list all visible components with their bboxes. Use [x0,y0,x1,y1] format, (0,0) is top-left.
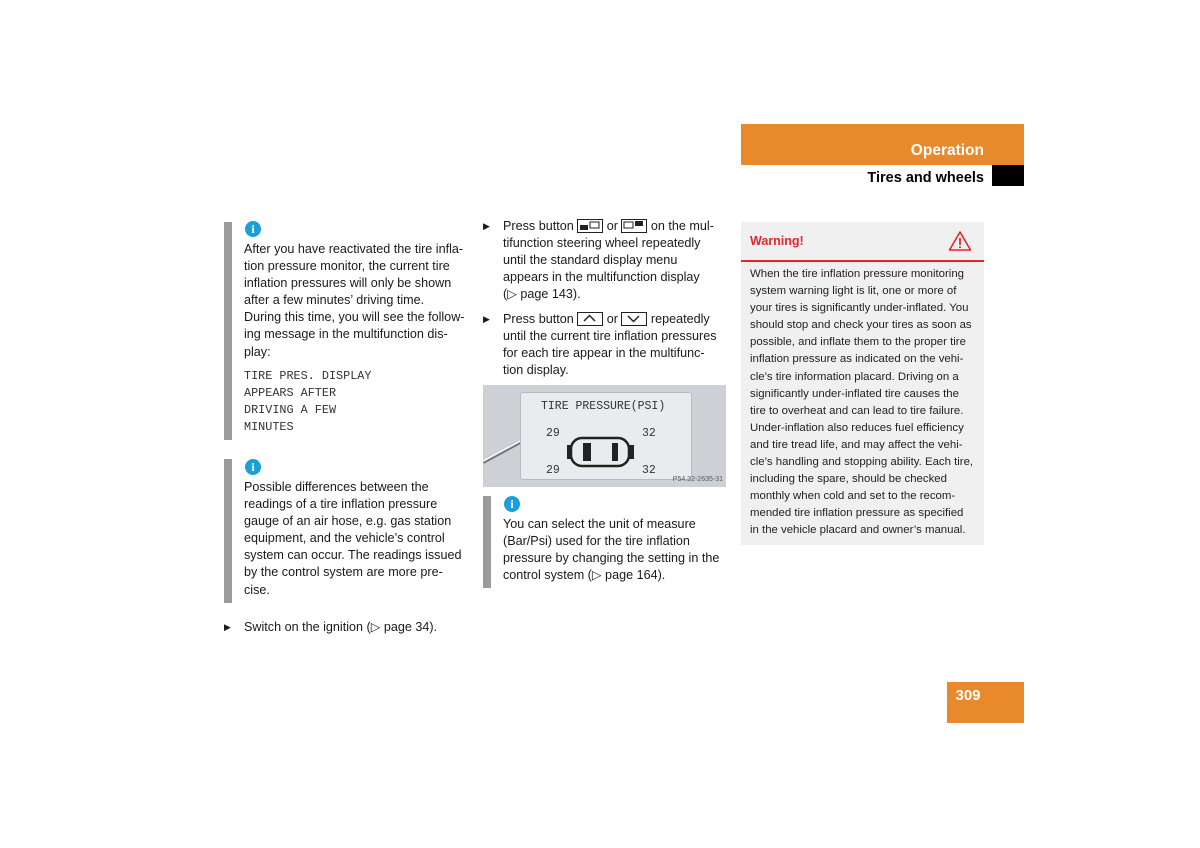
text-line: significantly under-inflated tire causes the [750,387,959,400]
step-press-display-button [503,218,733,303]
text-line: possible, and inflate them to the proper tire [750,336,966,349]
rear-left-pressure: 29 [546,464,560,477]
bullet-arrow-icon: ▶ [224,622,231,632]
text-fragment: or [606,312,618,326]
display-down-button-icon [621,219,647,233]
text-line: after a few minutes’ driving time. [244,293,425,308]
text-line: When the tire inflation pressure monitoring [750,268,964,280]
text-fragment: on the mul- [650,219,714,233]
text-line: inflation pressure as indicated on the vehi- [750,353,964,366]
text-line: Possible differences between the [244,480,429,494]
info-bar [483,496,491,588]
info-icon: i [504,496,520,512]
text-line: (▷ page 143). [503,287,581,302]
message-line: DRIVING A FEW [244,403,337,418]
multifunction-display-screen [520,392,692,480]
text-line: Under-inflation also reduces fuel efficiency [750,421,964,434]
page-number: 309 [955,687,981,704]
header-marker [992,165,1024,186]
text-line: gauge of an air hose, e.g. gas station [244,514,452,529]
warning-label: Warning! [750,234,804,248]
text-line: including the spare, should be checked [750,473,947,486]
display-title: TIRE PRESSURE(PSI) [541,400,666,413]
text-line [503,311,733,328]
text-line: tion display. [503,363,569,378]
info-icon: i [245,459,261,475]
arrow-up-button-icon [577,312,603,326]
text-line: ing message in the multifunction dis- [244,327,448,342]
text-line: monthly when cold and set to the recom- [750,490,956,503]
info-bar [224,459,232,603]
message-line: TIRE PRES. DISPLAY [244,369,372,383]
info-note-units [503,516,733,584]
rear-right-pressure: 32 [642,464,656,477]
text-line: cise. [244,582,270,597]
text-line: and tire tread life, and may affect the vehi- [750,438,963,451]
subsection-title: Tires and wheels [867,170,984,186]
warning-triangle-icon [948,230,972,252]
text-line: inflation pressures will only be shown [244,276,452,291]
text-line: You can select the unit of measure [503,517,696,531]
text-line: After you have reactivated the tire infla- [244,242,464,256]
info-note-differences [244,479,474,599]
text-line: tire to overheat and can lead to tire failure. [750,404,964,417]
text-line: appears in the multifunction display [503,270,700,285]
text-line: system warning light is lit, one or more of [750,285,957,298]
text-line: should stop and check your tires as soon as [750,319,972,332]
car-top-view-icon [566,435,636,471]
text-line: for each tire appear in the multifunc- [503,346,705,361]
text-line: tion pressure monitor, the current tire [244,259,450,274]
front-left-pressure: 29 [546,427,560,440]
text-line: tifunction steering wheel repeatedly [503,236,701,251]
text-line: mended tire inflation pressure as specified [750,507,964,520]
info-note-reactivation [244,241,474,361]
text-line: equipment, and the vehicle’s control [244,531,445,546]
text-line: (Bar/Psi) used for the tire inflation [503,534,690,549]
bullet-arrow-icon: ▶ [483,314,490,324]
info-icon: i [245,221,261,237]
info-bar [224,222,232,440]
text-line: During this time, you will see the follow- [244,310,465,325]
text-line: readings of a tire inflation pressure [244,497,438,512]
text-fragment: Press button [503,219,574,233]
warning-text [750,266,978,540]
arrow-down-button-icon [621,312,647,326]
section-title: Operation [910,142,984,159]
warning-header [741,222,984,260]
text-line: until the current tire inflation pressures [503,329,717,344]
warning-divider [741,260,984,262]
text-line: cle’s tire information placard. Driving on a [750,370,959,383]
display-message [244,368,371,436]
text-line: by the control system are more pre- [244,565,443,580]
message-line: APPEARS AFTER [244,386,337,401]
front-right-pressure: 32 [642,427,656,440]
text-line [503,218,733,235]
text-line: system can occur. The readings issued [244,548,462,563]
text-fragment: Press button [503,312,574,326]
text-line: in the vehicle placard and owner’s manual. [750,524,966,537]
page-number-tab [947,682,1024,723]
bullet-arrow-icon: ▶ [483,221,490,231]
warning-box [741,222,984,545]
text-line: until the standard display menu [503,253,678,268]
figure-code: P54.32-2635-31 [672,476,723,483]
text-line: play: [244,344,271,359]
step-ignition: Switch on the ignition (▷ page 34). [244,620,438,634]
text-line: cle’s handling and stopping ability. Each tire, [750,456,974,469]
section-header [741,124,1024,165]
text-line: control system (▷ page 164). [503,568,666,583]
step-press-arrow-button [503,311,733,379]
text-fragment: or [606,219,618,233]
text-line: pressure by changing the setting in the [503,551,720,566]
text-fragment: repeatedly [650,312,710,326]
text-line: your tires is significantly under-inflated. You [750,302,969,315]
tire-pressure-display-figure [483,385,726,487]
display-up-button-icon [577,219,603,233]
message-line: MINUTES [244,420,294,435]
